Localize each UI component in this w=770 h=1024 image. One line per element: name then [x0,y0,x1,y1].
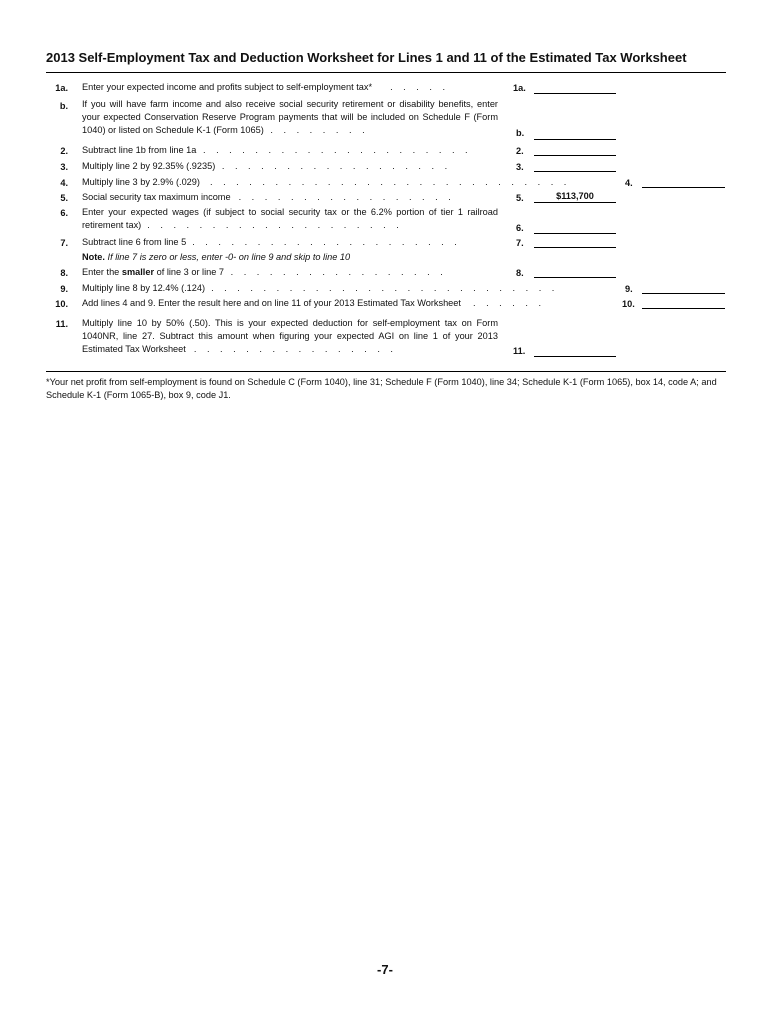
line-11-text: Multiply line 10 by 50% (.50). This is your expected deduction for self-employment tax on Form 1040NR, line 27. Subtract this amount when figuring your expected AGI on line 1 of your 2013 Estimated Tax Worksheet . . . . . . . . . . . . . . . . [82,318,498,355]
line-10-text: Add lines 4 and 9. Enter the result here and on line 11 of your 2013 Estimated Tax Worksheet . . . . . . [82,298,546,308]
line-7-text: Subtract line 6 from line 5 . . . . . . . . . . . . . . . . . . . . . [82,237,461,247]
line-7-amount-field[interactable] [534,235,616,248]
line-1b-ref: b. [516,128,525,138]
line-6-ref: 6. [516,223,524,233]
line-1a-amount-field[interactable] [534,81,616,94]
line-8-number: 8. [60,268,68,278]
line-6-number: 6. [60,208,68,218]
line-6-amount-field[interactable] [534,221,616,234]
line-1b-amount-field[interactable] [534,127,616,140]
line-5-amount-field[interactable]: $113,700 [534,190,616,203]
line-2-amount-field[interactable] [534,143,616,156]
line-1a-number: 1a. [55,83,68,93]
line-5-ref: 5. [516,193,524,203]
line-3-amount-field[interactable] [534,159,616,172]
line-9-ref: 9. [625,284,633,294]
line-9-text: Multiply line 8 by 12.4% (.124) . . . . . . . . . . . . . . . . . . . . . . . . . . . [82,283,559,293]
line-7-note: Note. If line 7 is zero or less, enter -0- on line 9 and skip to line 10 [82,252,351,262]
footnote-rule [46,371,726,372]
line-10-amount-field[interactable] [642,296,725,309]
line-3-number: 3. [60,162,68,172]
line-8-ref: 8. [516,268,524,278]
line-11-number: 11. [55,319,68,329]
line-4-ref: 4. [625,178,633,188]
line-4-text: Multiply line 3 by 2.9% (.029) . . . . . . . . . . . . . . . . . . . . . . . . . . . . [82,177,571,187]
worksheet-title: 2013 Self-Employment Tax and Deduction Worksheet for Lines 1 and 11 of the Estimated Tax Worksheet [46,50,687,65]
line-9-amount-field[interactable] [642,281,725,294]
line-11-amount-field[interactable] [534,344,616,357]
line-2-number: 2. [60,146,68,156]
line-10-number: 10. [55,299,68,309]
line-1a-text: Enter your expected income and profits subject to self-employment tax* . . . . . [82,82,450,92]
line-5-number: 5. [60,193,68,203]
line-1b-text: If you will have farm income and also receive social security retirement or disability benefits, enter your expected Conservation Reserve Program payments that will be included on Schedule F (Form 1040) or listed on Schedule K-1 (Form 1065) . . . . . . . . [82,99,498,136]
line-8-amount-field[interactable] [534,265,616,278]
line-3-text: Multiply line 2 by 92.35% (.9235) . . . . . . . . . . . . . . . . . . [82,161,452,171]
line-7-ref: 7. [516,238,524,248]
title-rule [46,72,726,73]
line-9-number: 9. [60,284,68,294]
page-number: -7- [377,962,393,977]
line-10-ref: 10. [622,299,635,309]
line-3-ref: 3. [516,162,524,172]
line-1b-number: b. [59,101,68,111]
line-4-number: 4. [60,178,68,188]
line-11-ref: 11. [513,346,526,356]
line-6-text: Enter your expected wages (if subject to social security tax or the 6.2% portion of tier 1 railroad retirement tax) . . . . . . . . . . . . . . . . . . . . [82,207,498,231]
line-2-text: Subtract line 1b from line 1a . . . . . . . . . . . . . . . . . . . . . [82,145,472,155]
footnote: *Your net profit from self-employment is found on Schedule C (Form 1040), line 31; Schedule F (Form 1040), line 34; Schedule K-1 (Form 1065), box 14, code A; and Schedule K-1 (Form 1065-B), box 9, code J1. [46,377,717,400]
line-2-ref: 2. [516,146,524,156]
line-8-text: Enter the smaller of line 3 or line 7 . . . . . . . . . . . . . . . . . [82,267,447,277]
line-1a-ref: 1a. [513,83,526,93]
line-5-text: Social security tax maximum income . . . . . . . . . . . . . . . . . [82,192,455,202]
line-7-number: 7. [60,238,68,248]
line-4-amount-field[interactable] [642,175,725,188]
